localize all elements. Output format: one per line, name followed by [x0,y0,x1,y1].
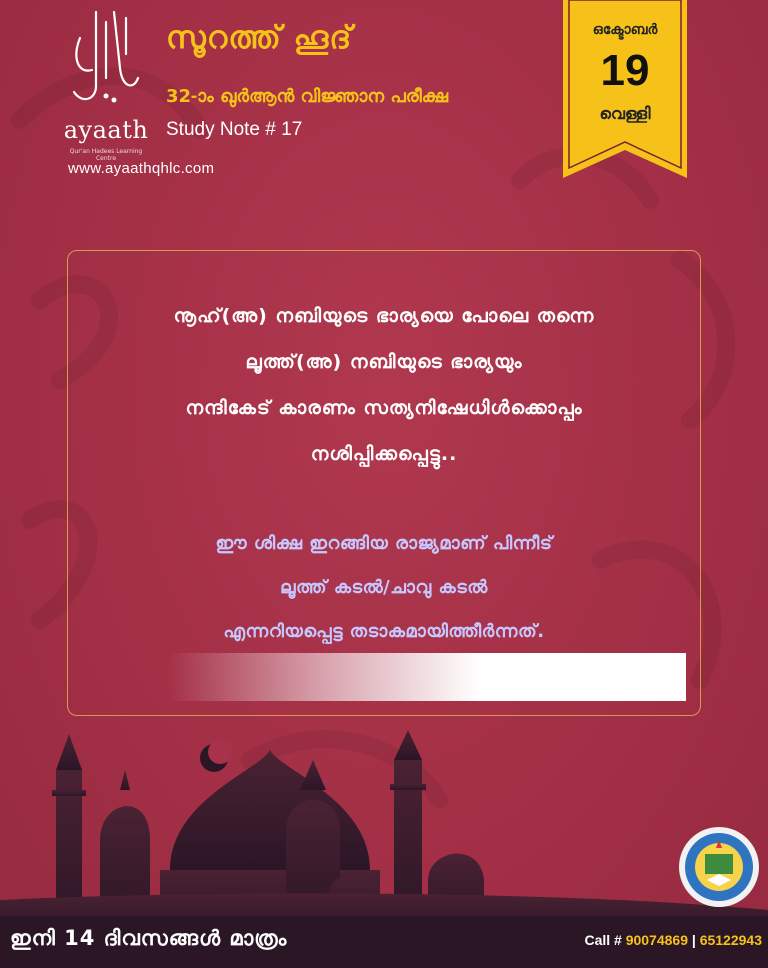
logo-wordmark: ayaath [63,116,149,144]
countdown-text: ഇനി 14 ദിവസങ്ങൾ മാത്രം [10,926,288,950]
study-note-paragraph [0,293,768,477]
mosque-skyline-icon [0,730,768,930]
ribbon-day: 19 [600,46,650,95]
logo-subtext: Qur'an Hadees Learning Centre [69,148,143,162]
kerala-islamic-centre-emblem-icon [678,826,760,908]
contact-numbers [584,932,762,948]
ayaath-logo [60,8,152,162]
exam-subtitle: 32-ാം ഖുർആൻ വിജ്ഞാന പരീക്ഷ [166,86,449,107]
paragraph-line: നശിപ്പിക്കപ്പെട്ടു.. [310,443,458,465]
blurred-highlight-bar [168,653,686,701]
ayaath-logo-mark-icon [68,8,144,114]
study-note-note [0,522,768,654]
note-line: ഈ ശിക്ഷ ഇറങ്ങിയ രാജ്യമാണ് പിന്നീട് [215,533,553,554]
paragraph-line: നൂഹ്(അ) നബിയുടെ ഭാര്യയെ പോലെ തന്നെ [173,305,595,327]
ribbon-month: ഒക്ടോബർ [592,22,658,38]
page-title: സൂറത്ത് ഹൂദ് [166,20,353,56]
website-url[interactable]: www.ayaathqhlc.com [68,160,215,177]
note-line: ലൂത്ത് കടൽ/ചാവു കടൽ [280,577,488,598]
study-note-label: Study Note # 17 [166,119,303,140]
note-line: എന്നറിയപ്പെട്ട തടാകമായിത്തീർന്നത്. [223,621,545,642]
phone-number[interactable]: 90074869 [625,932,688,948]
paragraph-line: ലൂത്ത്(അ) നബിയുടെ ഭാര്യയും [245,351,523,373]
phone-separator: | [691,932,696,948]
call-label: Call # [584,932,622,948]
ribbon-weekday: വെള്ളി [599,104,651,123]
phone-number[interactable]: 65122943 [699,932,762,948]
paragraph-line: നന്ദികേട് കാരണം സത്യനിഷേധിൾക്കൊപ്പം [185,397,583,419]
